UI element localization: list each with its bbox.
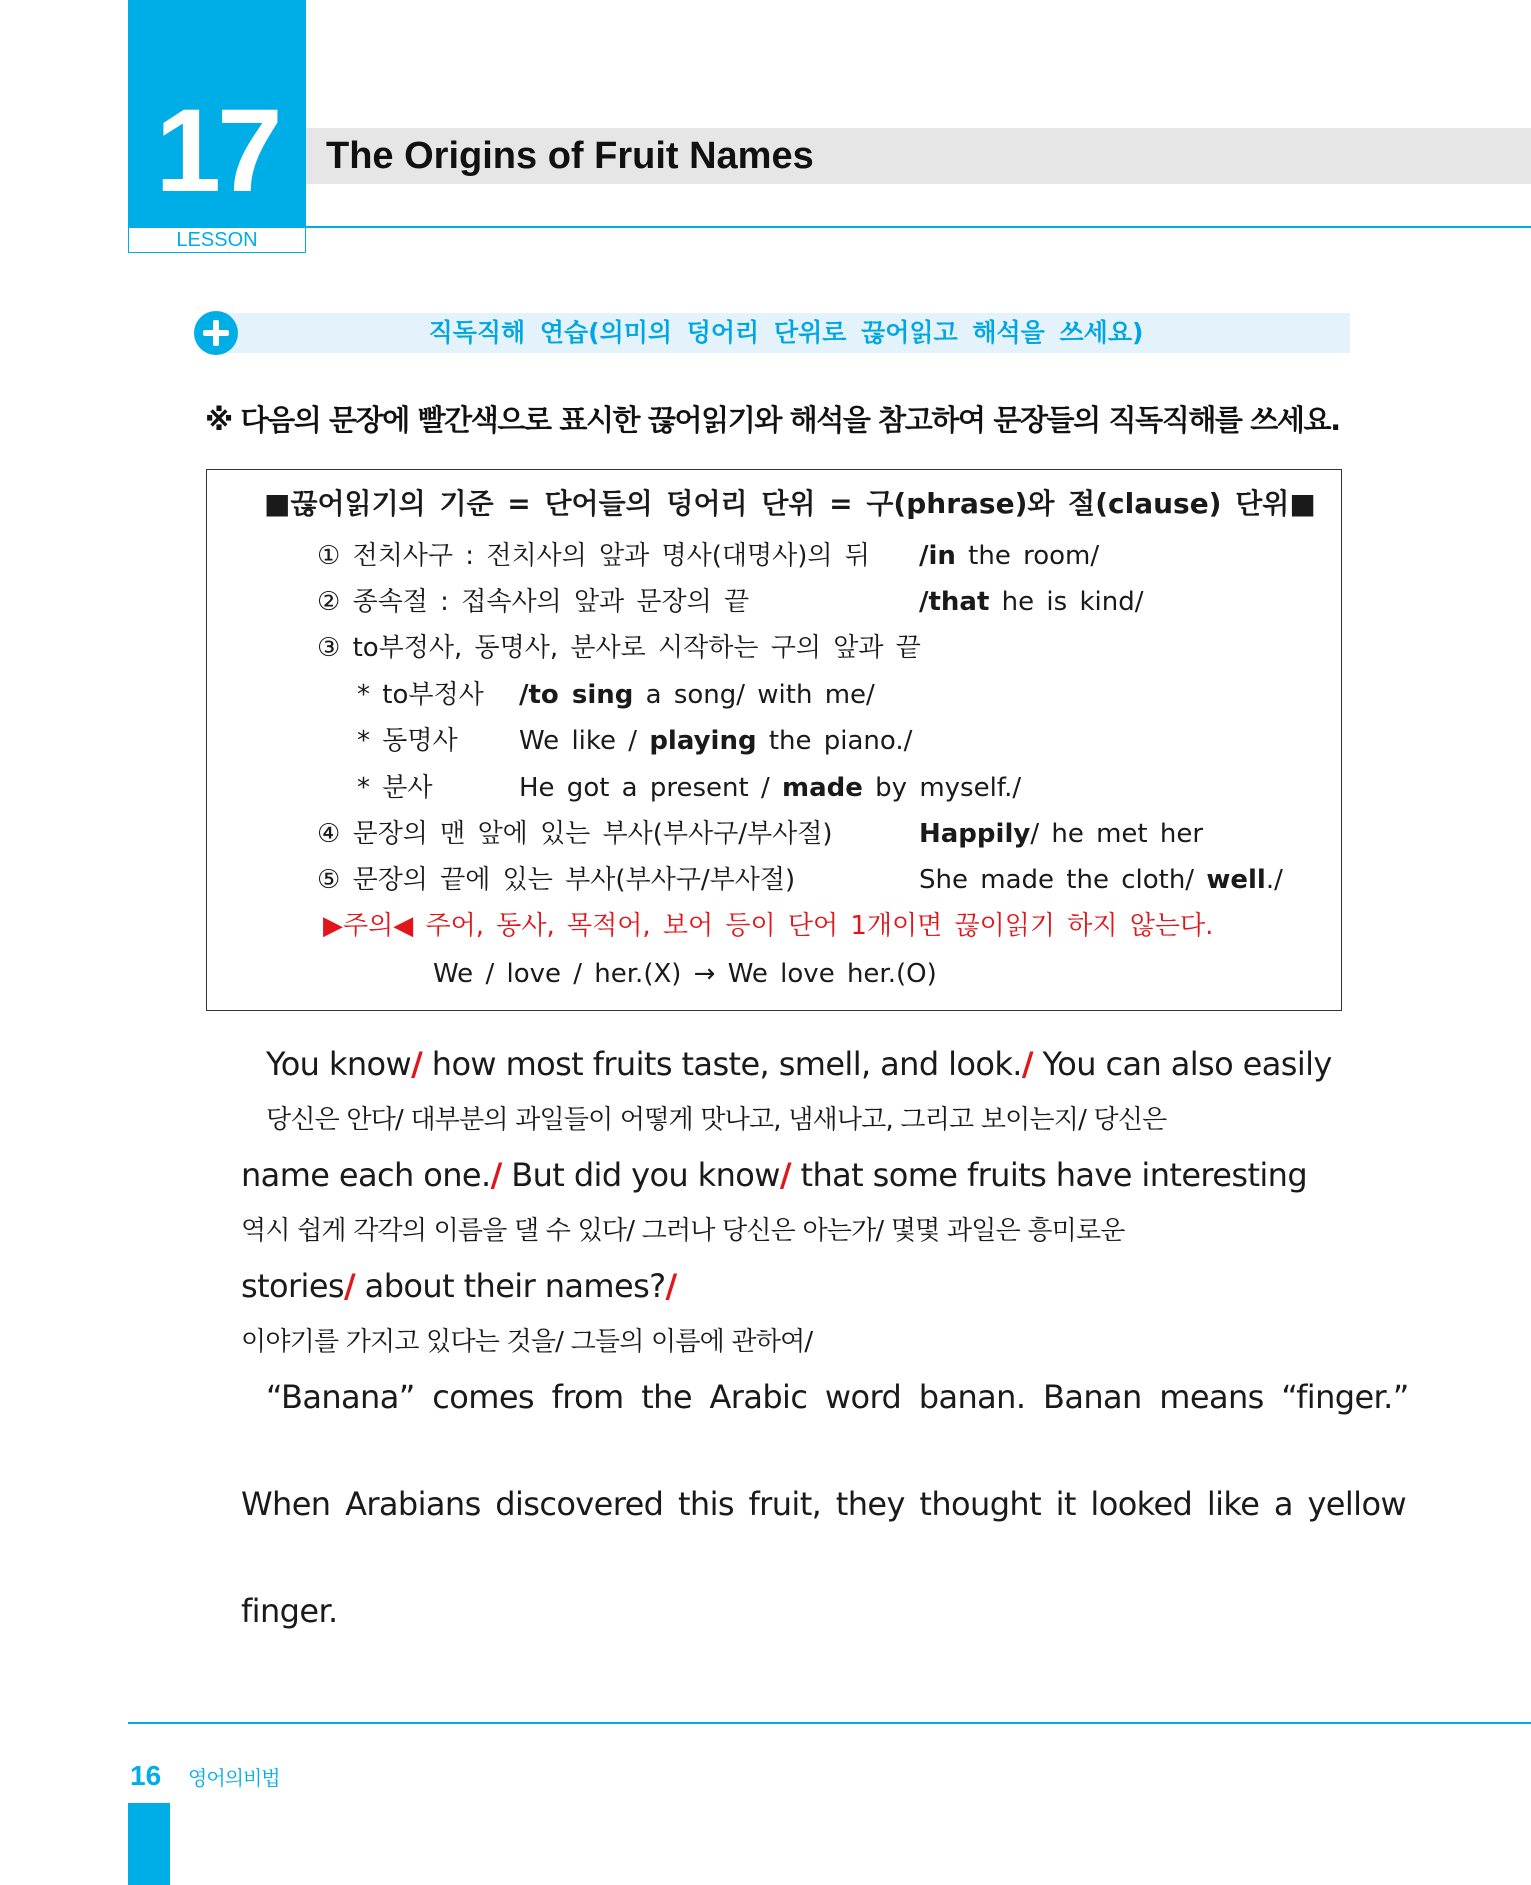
page-number: 16 (130, 1760, 162, 1791)
instruction-text: ※ 다음의 문장에 빨간색으로 표시한 끊어읽기와 해석을 참고하여 문장들의 직독직해를 쓰세요. (205, 403, 1340, 437)
sub-rule-infinitive-label: * to부정사 (357, 680, 484, 710)
rule-4-example (919, 818, 1203, 850)
passage-line-1 (266, 1044, 1332, 1084)
participle-pre: He got a present / (519, 773, 783, 803)
gerund-bold: playing (649, 726, 757, 756)
phrase: that some fruits have interesting (790, 1156, 1308, 1194)
rule-5-example-post: ./ (1265, 865, 1283, 895)
rule-2-label: ② 종속절 : 접속사의 앞과 문장의 끝 (317, 587, 750, 617)
passage-line-6: finger. (241, 1592, 338, 1630)
lesson-title: The Origins of Fruit Names (326, 135, 814, 177)
sub-rule-participle-label: * 분사 (357, 773, 433, 803)
lesson-label: LESSON (128, 227, 306, 253)
rule-2-example (919, 586, 1143, 618)
rule-1-label: ① 전치사구 : 전치사의 앞과 명사(대명사)의 뒤 (317, 541, 870, 571)
rule-4-label: ④ 문장의 맨 앞에 있는 부사(부사구/부사절) (317, 819, 833, 849)
book-name: 영어의비법 (188, 1766, 280, 1790)
sub-rule-participle-example (519, 772, 1021, 804)
translation-line-3: 이야기를 가지고 있다는 것을/ 그들의 이름에 관하여/ (241, 1327, 813, 1357)
slash-mark: / (344, 1267, 356, 1305)
lesson-number: 17 (155, 85, 279, 217)
slash-mark: / (665, 1267, 677, 1305)
header-divider (306, 226, 1531, 228)
gerund-pre: We like / (519, 726, 650, 756)
sub-rule-infinitive-example (519, 679, 875, 711)
section-title: 직독직해 연습(의미의 덩어리 단위로 끊어읽고 해석을 쓰세요) (428, 318, 1144, 347)
rule-3-label: ③ to부정사, 동명사, 분사로 시작하는 구의 앞과 끝 (317, 633, 921, 663)
passage-line-3 (241, 1266, 677, 1306)
phrase: stories (241, 1267, 345, 1305)
sub-rule-gerund-label: * 동명사 (357, 726, 458, 756)
caution-example: We / love / her.(X) → We love her.(O) (433, 959, 937, 989)
passage-line-5: When Arabians discovered this fruit, they thought it looked like a yellow (241, 1485, 1407, 1523)
phrase: about their names? (355, 1267, 666, 1305)
rule-1-example-rest: the room/ (955, 541, 1100, 571)
rule-1-example-bold: /in (919, 541, 956, 571)
chunk-reading-rules-box (206, 469, 1342, 1011)
phrase: You can also easily (1032, 1045, 1332, 1083)
sub-rule-gerund-example (519, 725, 912, 757)
rule-5-example (919, 864, 1283, 896)
rule-5-example-bold: well (1206, 865, 1266, 895)
participle-bold: made (782, 773, 863, 803)
infinitive-bold: /to sing (519, 680, 634, 710)
passage-line-2 (241, 1155, 1307, 1195)
rule-5-example-pre: She made the cloth/ (919, 865, 1207, 895)
phrase: But did you know (501, 1156, 780, 1194)
rule-2-example-rest: he is kind/ (989, 587, 1144, 617)
translation-line-2: 역시 쉽게 각각의 이름을 댈 수 있다/ 그러나 당신은 아는가/ 몇몇 과일은 흥미로운 (241, 1216, 1125, 1246)
infinitive-rest: a song/ with me/ (633, 680, 875, 710)
slash-mark: / (490, 1156, 502, 1194)
rules-heading: ■끊어읽기의 기준 = 단어들의 덩어리 단위 = 구(phrase)와 절(clause) 단위■ (264, 487, 1316, 520)
footer-divider (128, 1722, 1531, 1724)
participle-post: by myself./ (862, 773, 1022, 803)
slash-mark: / (411, 1045, 423, 1083)
slash-mark: / (1021, 1045, 1033, 1083)
rule-4-example-bold: Happily (919, 819, 1031, 849)
rule-1-example (919, 540, 1099, 572)
rule-5-label: ⑤ 문장의 끝에 있는 부사(부사구/부사절) (317, 865, 796, 895)
gerund-post: the piano./ (756, 726, 913, 756)
passage-line-4: “Banana” comes from the Arabic word banan. Banan means “finger.” (266, 1378, 1409, 1416)
phrase: how most fruits taste, smell, and look. (422, 1045, 1022, 1083)
slash-mark: / (779, 1156, 791, 1194)
translation-line-1: 당신은 안다/ 대부분의 과일들이 어떻게 맛나고, 냄새나고, 그리고 보이는지/ 당신은 (266, 1105, 1167, 1135)
caution-note: ▶주의◀ 주어, 동사, 목적어, 보어 등이 단어 1개이면 끊이읽기 하지 않는다. (323, 911, 1214, 941)
footer-tab (128, 1803, 170, 1885)
rule-4-example-rest: / he met her (1030, 819, 1204, 849)
phrase: name each one. (241, 1156, 491, 1194)
phrase: You know (266, 1045, 412, 1083)
rule-2-example-bold: /that (919, 587, 990, 617)
